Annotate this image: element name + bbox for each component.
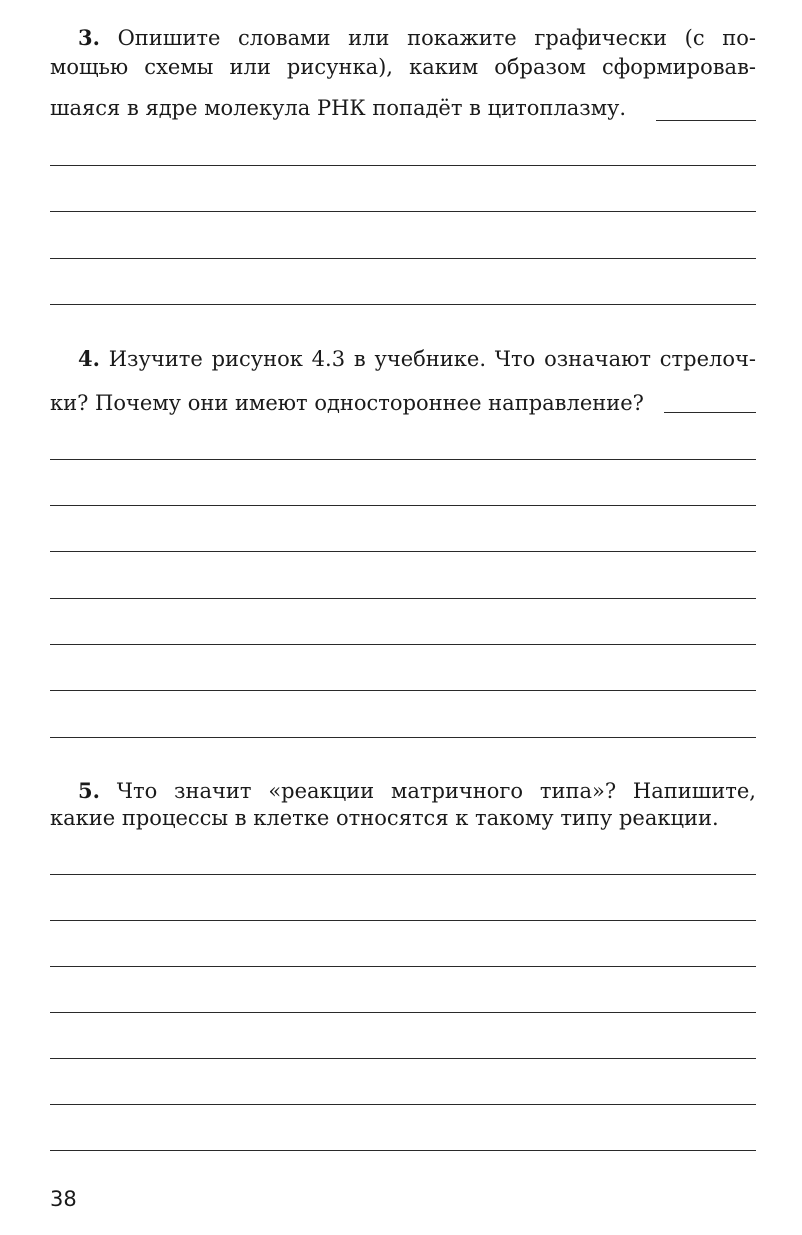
answer-line[interactable] bbox=[50, 966, 756, 967]
task5-number: 5. bbox=[78, 778, 100, 803]
answer-line[interactable] bbox=[50, 459, 756, 460]
answer-line[interactable] bbox=[50, 1012, 756, 1013]
task3-line3: шаяся в ядре молекула РНК попадёт в цитоплазму. bbox=[50, 96, 627, 120]
answer-line[interactable] bbox=[50, 874, 756, 875]
answer-line[interactable] bbox=[656, 120, 756, 121]
task3-number: 3. bbox=[78, 25, 100, 50]
task5-line1: 5. Что значит «реакции матричного типа»? Напишите, bbox=[78, 778, 756, 803]
answer-line[interactable] bbox=[50, 920, 756, 921]
answer-line[interactable] bbox=[50, 1104, 756, 1105]
answer-line[interactable] bbox=[50, 598, 756, 599]
answer-line[interactable] bbox=[50, 1058, 756, 1059]
task5-line2: какие процессы в клетке относятся к такому типу реакции. bbox=[50, 806, 719, 830]
answer-line[interactable] bbox=[50, 165, 756, 166]
task4-line2: ки? Почему они имеют одностороннее направление? bbox=[50, 391, 644, 415]
answer-line[interactable] bbox=[50, 304, 756, 305]
answer-line[interactable] bbox=[50, 505, 756, 506]
answer-line[interactable] bbox=[50, 211, 756, 212]
answer-line[interactable] bbox=[50, 644, 756, 645]
answer-line[interactable] bbox=[50, 1150, 756, 1151]
task4-line1: 4. Изучите рисунок 4.3 в учебнике. Что означают стрелоч- bbox=[78, 346, 756, 371]
answer-line[interactable] bbox=[664, 412, 756, 413]
answer-line[interactable] bbox=[50, 551, 756, 552]
answer-line[interactable] bbox=[50, 258, 756, 259]
task3-line2: мощью схемы или рисунка), каким образом сформировав- bbox=[50, 55, 756, 79]
page-number: 38 bbox=[50, 1187, 77, 1211]
answer-line[interactable] bbox=[50, 690, 756, 691]
task3-line1: 3. Опишите словами или покажите графически (с по- bbox=[78, 25, 756, 50]
task4-number: 4. bbox=[78, 346, 100, 371]
answer-line[interactable] bbox=[50, 737, 756, 738]
